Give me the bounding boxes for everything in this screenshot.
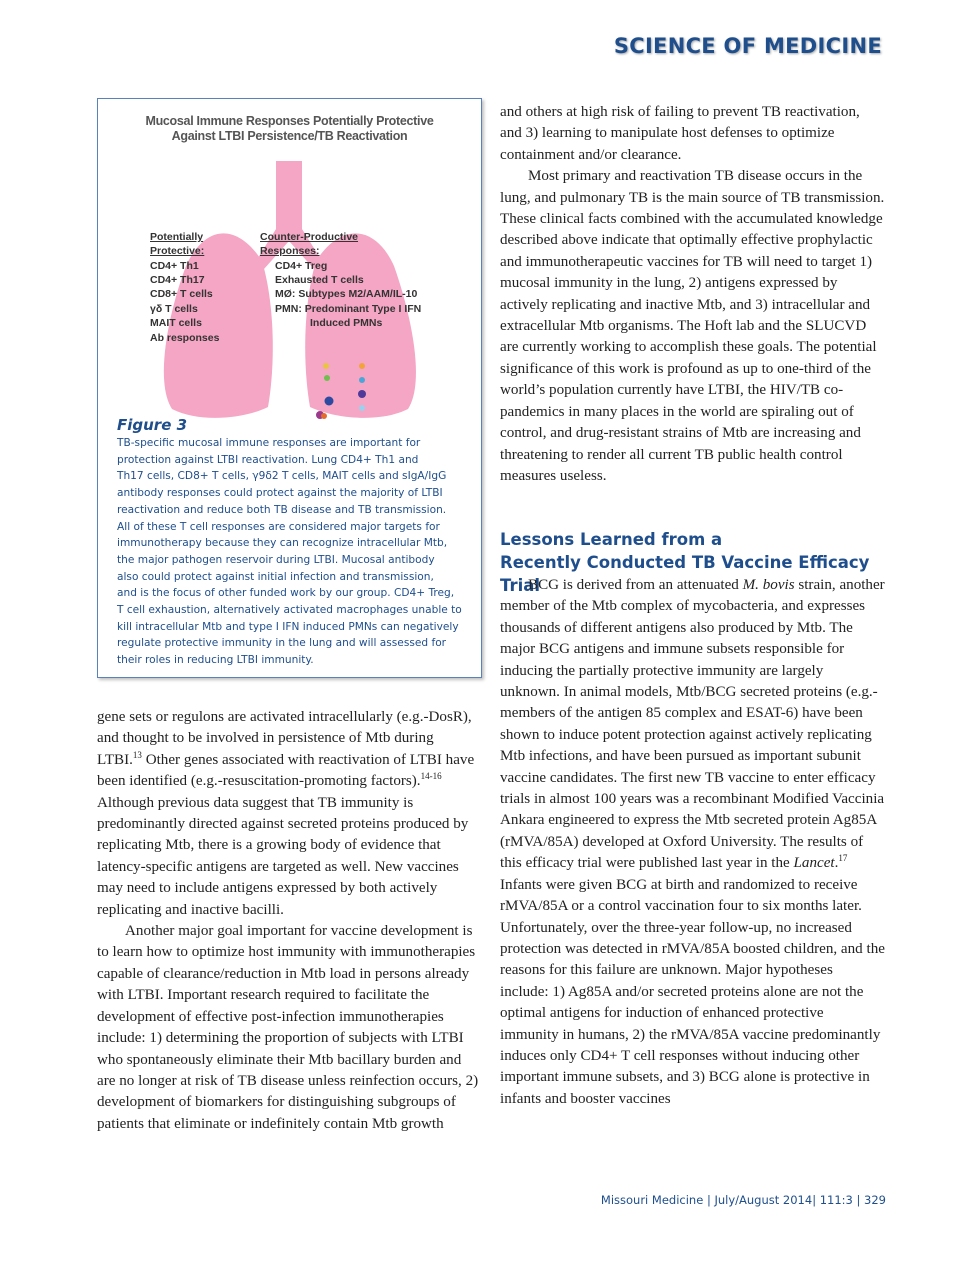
caption-line: All of these T cell responses are considered major targets for — [117, 520, 440, 533]
protective-item: MAIT cells — [150, 317, 202, 329]
left-column-text — [97, 707, 482, 1135]
caption-line: immunotherapy because they can recognize intracellular Mtb, — [117, 537, 448, 550]
caption-line: kill intracellular Mtb and type I IFN induced PMNs can negatively — [117, 620, 459, 633]
counter-item: PMN: Predominant Type I IFN — [275, 303, 422, 315]
section-heading: Lessons Learned from a Recently Conducted TB Vaccine Efficacy Trial — [500, 530, 870, 595]
figure-caption-title: Figure 3 — [117, 416, 188, 434]
counter-item: MØ: Subtypes M2/AAM/IL-10 — [275, 288, 418, 300]
dot-exhausted — [359, 377, 365, 383]
dot-treg — [359, 363, 365, 369]
caption-line: their roles in reducing LTBI immunity. — [117, 654, 314, 667]
dot-pmn — [359, 405, 365, 411]
paragraph: Another major goal important for vaccine development is to learn how to optimize host immunity with immunotherapies capable of clearance/reduction in Mtb load in persons already with LTBI. Important research required to facilitate the development of effective post-infection immunotherapies include: 1) determining the proportion of subjects with LTBI who spontaneously eliminate their Mtb bacillary burden and are no longer at risk of TB disease unless reinfection occurs, 2) development of biomarkers for distinguishing subgroups of patients that eliminate or indefinitely contain Mtb growth — [97, 923, 479, 1132]
dot-th17 — [324, 375, 330, 381]
caption-line: antibody responses could protect against the majority of LTBI — [117, 487, 443, 500]
dot-th1 — [323, 363, 329, 369]
section-header: SCIENCE OF MEDICINE — [613, 34, 882, 58]
paragraph: and others at high risk of failing to prevent TB reactivation, and 3) learning to manipulate host defenses to optimize containment and/or clearance. — [500, 104, 860, 163]
figure-title: Mucosal Immune Responses Potentially Protective Against LTBI Persistence/TB Reactivation — [145, 114, 434, 143]
counter-heading-1: Counter-Productive — [260, 231, 359, 243]
paragraph: Most primary and reactivation TB disease occurs in the lung, and pulmonary TB is the main source of TB transmission. These clinical facts combined with the accumulated knowledge described above indicate that optimally effective prophylactic and immunotherapeutic vaccines for TB will need to target 1) mucosal immunity in the lung, 2) antigens expressed by actively replicating and inactive Mtb, and 3) intracellular and extracellular Mtb organisms. The Hoft lab and the SLUCVD are currently working to accomplish these goals. The potential significance of this work is profound as up to one-third of the world’s population currently have LTBI, the HIV/TB co-pandemics in many places in the world are spiraling out of control, and drug-resistant strains of Mtb are increasing and threatening to render all current TB public health control measures useless. — [500, 168, 885, 484]
counter-item: CD4+ Treg — [275, 260, 328, 272]
paragraph: gene sets or regulons are activated intracellularly (e.g.-DosR), and thought to be involved in persistence of Mtb during LTBI.$^{13}$ Other genes associated with reactivation of LTBI have been identified (e.g.-resuscitation-promoting factors).$^{14-16}$ Although previous data suggest that TB immunity is predominantly directed against secreted proteins produced by replicating Mtb, there is a growing body of evidence that latency-specific antigens are targeted as well. New vaccines may need to include antigens expressed by both actively replicating and inactive bacilli. — [97, 709, 475, 918]
page-footer: Missouri Medicine | July/August 2014| 111:3 | 329 — [600, 1193, 886, 1207]
right-column-text-bottom — [500, 575, 885, 1110]
right-column-text-top — [500, 102, 885, 487]
caption-line: reactivation and reduce both TB disease and TB transmission. — [117, 503, 447, 516]
caption-line: T cell exhaustion, alternatively activated macrophages unable to — [117, 604, 462, 617]
figure-3 — [97, 98, 482, 678]
caption-line: TB-specific mucosal immune responses are important for — [117, 437, 421, 449]
dot-cd8 — [325, 397, 334, 406]
caption-line: Th17 cells, CD8+ T cells, γ9δ2 T cells, MAIT cells and sIgA/IgG — [117, 470, 447, 483]
caption-line: regulate protective immunity in the lung and will assessed for — [117, 637, 447, 650]
caption-line: protection against LTBI reactivation. Lung CD4+ Th1 and — [117, 453, 419, 466]
protective-heading-1: Potentially — [150, 231, 204, 243]
caption-line: and is the focus of other funded work by our group. CD4+ Treg, — [117, 587, 455, 600]
paragraph: BCG is derived from an attenuated M. bovis strain, another member of the Mtb complex of mycobacteria, and expresses thousands of different antigens also produced by Mtb. The major BCG antigens and immune subsets responsible for inducing the partially protective immunity are largely unknown. In animal models, Mtb/BCG secreted proteins (e.g.-members of the antigen 85 complex and ESAT-6) have been shown to induce potent protection against actively replicating Mtb infections, and have been pursued as important subunit vaccine candidates. The first new TB vaccine to enter efficacy trials in almost 100 years was a recombinant Modified Vaccinia Ankara engineered to express the Mtb secreted protein Ag85A (rMVA/85A) developed at Oxford University. The results of this efficacy trial were published last year in the Lancet.$^{17}$ Infants were given BCG at birth and randomized to receive rMVA/85A or a control vaccination four to six months later. Unfortunately, over the three-year follow-up, no increased protection was detected in rMVA/85A boosted children, and the reasons for this failure are unknown. Major hypotheses include: 1) Ag85A and/or secreted proteins alone are not the optimal antigens for induction of enhanced protective immunity in humans, 2) the rMVA/85A vaccine predominantly induces only CD4+ T cell responses without inducing other important immune subsets, and 3) BCG alone is protective in infants and booster vaccines — [500, 577, 885, 1107]
protective-item: CD8+ T cells — [150, 288, 213, 300]
protective-item: CD4+ Th17 — [150, 274, 205, 286]
counter-item: Exhausted T cells — [275, 274, 364, 286]
dot-mait — [321, 413, 327, 419]
protective-item: CD4+ Th1 — [150, 260, 199, 272]
caption-line: the major pathogen reservoir during LTBI. Mucosal antibody — [117, 553, 435, 566]
protective-heading-2: Protective: — [150, 245, 205, 257]
protective-item: Ab responses — [150, 332, 220, 344]
counter-heading-2: Responses: — [260, 245, 320, 257]
caption-line: also could protect against initial infection and transmission, — [117, 570, 434, 583]
counter-item: Induced PMNs — [310, 317, 383, 329]
figure-caption — [117, 435, 467, 669]
protective-item: γδ T cells — [150, 303, 198, 315]
dot-macrophage — [358, 390, 366, 398]
